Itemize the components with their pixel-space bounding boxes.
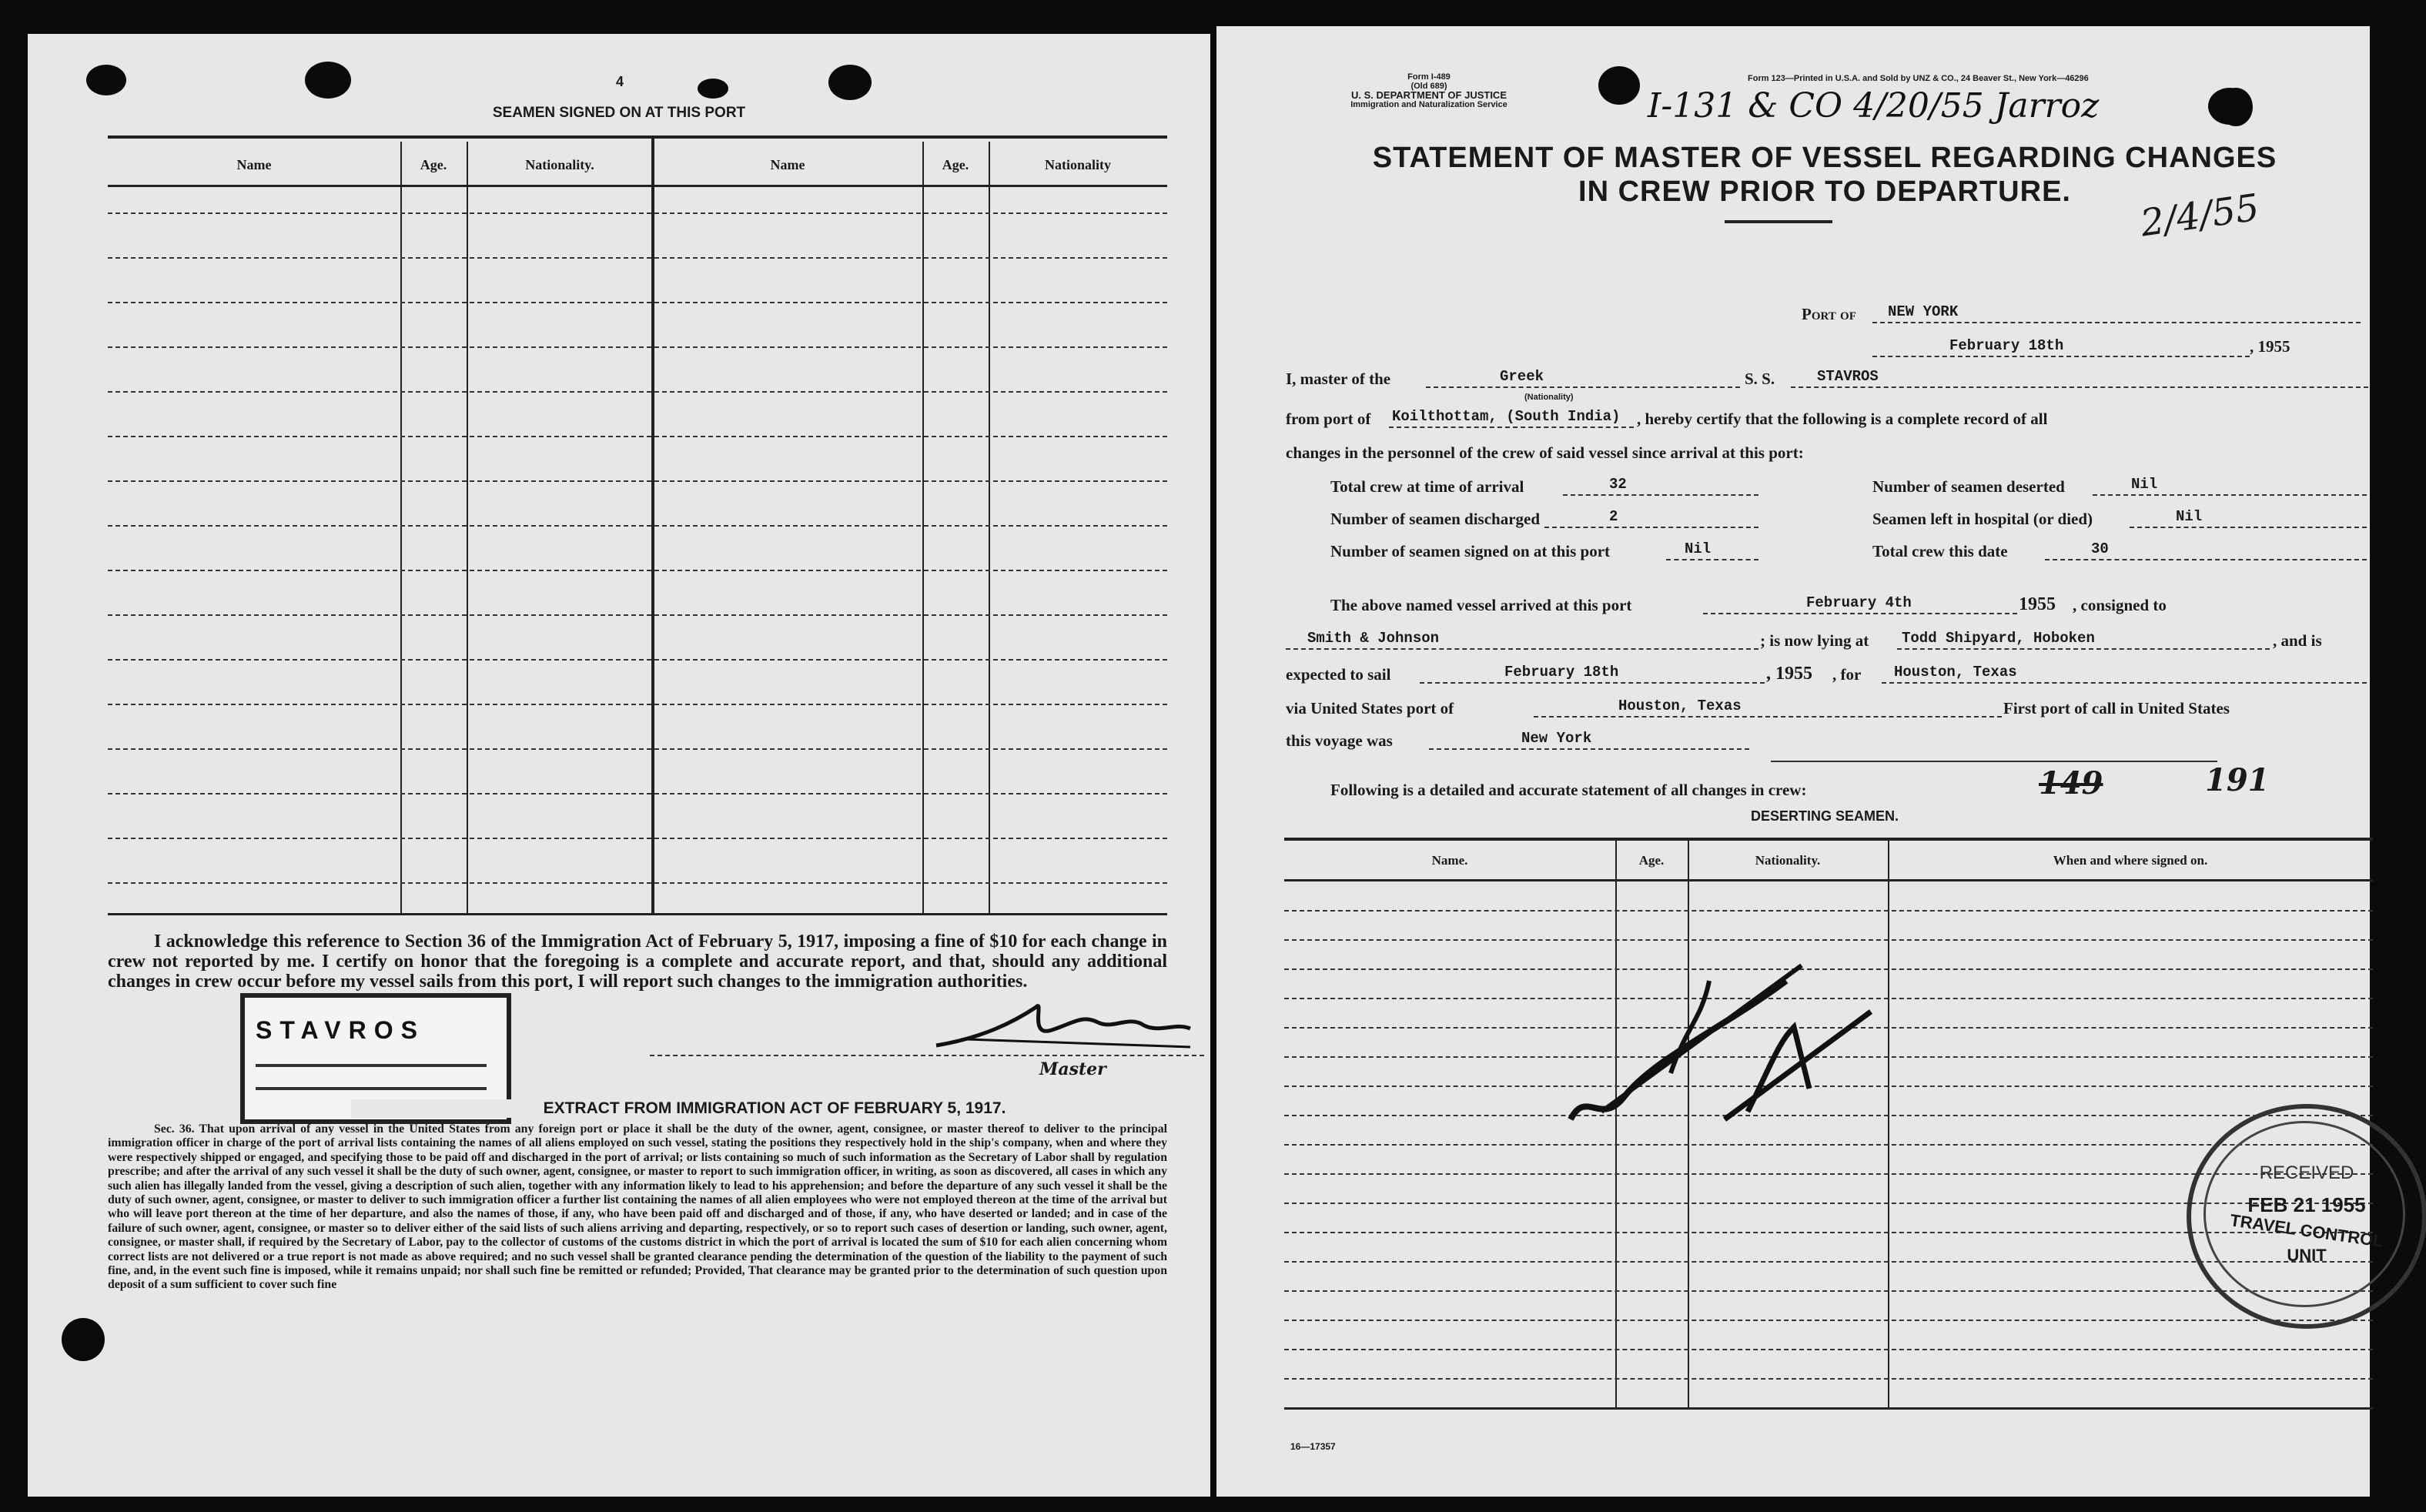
punch-hole bbox=[2208, 88, 2251, 125]
table-row bbox=[108, 436, 1167, 437]
from-port-value: Koilthottam, (South India) bbox=[1392, 408, 1621, 425]
arrived-value: February 4th bbox=[1806, 594, 1912, 611]
following-text: Following is a detailed and accurate statement of all changes in crew: bbox=[1330, 781, 1807, 799]
lying-label: ; is now lying at bbox=[1760, 631, 1869, 650]
stamp-date: FEB 21 1955 bbox=[2247, 1193, 2366, 1216]
right-page bbox=[1216, 26, 2385, 1497]
port-label: Port of bbox=[1802, 305, 1856, 323]
handwritten-number: 191 bbox=[2205, 762, 2270, 798]
table-row bbox=[108, 212, 1167, 214]
table-row bbox=[108, 346, 1167, 348]
department-name: U. S. DEPARTMENT OF JUSTICE bbox=[1351, 89, 1507, 101]
column-header-name-2: Name bbox=[770, 157, 805, 172]
deserted-value: Nil bbox=[2131, 476, 2158, 493]
expected-label: expected to sail bbox=[1286, 665, 1391, 684]
deserting-column-signed-on: When and where signed on. bbox=[2053, 853, 2208, 868]
master-signature bbox=[921, 992, 1213, 1069]
punch-hole bbox=[305, 62, 351, 99]
punch-hole bbox=[698, 79, 728, 99]
for-label: , for bbox=[1832, 665, 1862, 684]
table-row bbox=[1284, 1349, 2373, 1350]
total-crew-date-label: Total crew this date bbox=[1872, 542, 2008, 560]
struck-number: 149 bbox=[2039, 765, 2103, 801]
for-value: Houston, Texas bbox=[1894, 664, 2017, 681]
column-header-nationality-2: Nationality bbox=[1044, 157, 1111, 172]
table-row bbox=[108, 570, 1167, 571]
hospital-label: Seamen left in hospital (or died) bbox=[1872, 510, 2093, 528]
expected-value: February 18th bbox=[1504, 664, 1619, 681]
consigned-label: , consigned to bbox=[2073, 596, 2167, 614]
table-row bbox=[108, 793, 1167, 794]
master-label: Master bbox=[1039, 1059, 1106, 1079]
table-row bbox=[108, 525, 1167, 527]
left-page bbox=[28, 34, 1210, 1497]
stamp-received: RECEIVED bbox=[2259, 1162, 2354, 1183]
handwritten-annotation: I-131 & CO 4/20/55 Jarroz bbox=[1648, 86, 2100, 125]
table-row bbox=[1284, 1320, 2373, 1321]
nationality-caption: (Nationality) bbox=[1524, 393, 1574, 402]
column-header-nationality: Nationality. bbox=[525, 157, 594, 172]
discharged-label: Number of seamen discharged bbox=[1330, 510, 1541, 528]
punch-hole bbox=[62, 1318, 105, 1361]
form-header bbox=[1290, 72, 1568, 109]
voyage-label: this voyage was bbox=[1286, 731, 1393, 750]
vessel-name: STAVROS bbox=[1817, 368, 1879, 385]
service-name: Immigration and Naturalization Service bbox=[1350, 100, 1507, 109]
table-row bbox=[108, 480, 1167, 482]
signed-on-value: Nil bbox=[1685, 540, 1712, 557]
voyage-value: New York bbox=[1521, 730, 1592, 747]
page-title: SEAMEN SIGNED ON AT THIS PORT bbox=[492, 105, 746, 121]
table-row bbox=[108, 302, 1167, 303]
statute-text: Sec. 36. That upon arrival of any vessel in the United States from any foreign port or place it shall be the duty of the owner, agent, consignee, or master thereof to deliver to the principal immigration officer in charge of the port of arrival lists containing the names of all aliens employed on such vessel, stating the positions they respectively hold in the ship's company, when and where they were respectively shipped or engaged, and specifying those to be paid off and discharged in the port of arrival; or lists containing so much of such information as the Secretary of Labor shall by regulation prescribe; and after the arrival of any such vessel it shall be the duty of such owner, agent, consignee, or master to report to such immigration officer, in writing, as soon as discovered, all cases in which any such alien has illegally landed from the vessel, giving a description of such alien, together with any information likely to lead to his apprehension; and before the departure of any such vessel it shall be the duty of such owner, agent, consignee, or master to deliver to such immigration officer a further list containing the names of all alien employees who were not employed thereon at the time of the arrival but who will leave port thereon at the time of her departure, and also the names of those, if any, who have been paid off and discharged and of those, if any, who have deserted or landed; and in case of the failure of such owner, agent, consignee, or master so to deliver either of the said lists of such aliens arriving and departing, respectively, or so to report such cases of desertion or landing, such owner, agent, consignee, or master shall, if required by the Secretary of Labor, pay to the collector of customs of the customs district in which the port of arrival is located the sum of $10 for each alien concerning whom correct lists are not delivered or a true report is not made as above required; and no such vessel shall be granted clearance pending the determination of the question of the liability to the payment of such fine, and, in the event such fine is imposed, while it remains unpaid; nor shall such fine be remitted or refunded; Provided, That clearance may be granted prior to the determination of such question upon deposit of a sum sufficient to cover such fine bbox=[108, 1122, 1167, 1292]
deserting-column-nationality: Nationality. bbox=[1755, 853, 1821, 868]
table-row bbox=[108, 659, 1167, 661]
stamp-vessel-name: STAVROS bbox=[256, 1016, 425, 1044]
table-row bbox=[108, 614, 1167, 616]
deserting-column-name: Name. bbox=[1431, 853, 1468, 868]
date-value: February 18th bbox=[1949, 337, 2064, 354]
acknowledgment-text: I acknowledge this reference to Section 36 of the Immigration Act of February 5, 1917, imposing a fine of $10 for each change in crew not reported by me. I certify on honor that the foregoing is a complete and accurate report, and that, should any additional changes in crew occur before my vessel sails from this port, I will report such changes to the immigration authorities. bbox=[108, 932, 1167, 992]
certify-text: , hereby certify that the following is a complete record of all bbox=[1637, 410, 2048, 428]
table-row bbox=[108, 257, 1167, 259]
and-is-label: , and is bbox=[2273, 631, 2322, 650]
table-row bbox=[108, 882, 1167, 884]
date-year: , 1955 bbox=[2250, 337, 2290, 356]
expected-year: , 1955 bbox=[1766, 664, 1812, 684]
table-row bbox=[108, 748, 1167, 750]
printer-note: Form 123—Printed in U.S.A. and Sold by UNZ & CO., 24 Beaver St., New York—46296 bbox=[1748, 74, 2089, 83]
nationality-value: Greek bbox=[1500, 368, 1544, 385]
from-port-label: from port of bbox=[1286, 410, 1371, 428]
hospital-value: Nil bbox=[2176, 508, 2203, 525]
deserting-column-age: Age. bbox=[1638, 853, 1665, 868]
consignee-value: Smith & Johnson bbox=[1307, 630, 1440, 647]
form-number: Form I-489 bbox=[1407, 72, 1451, 82]
table-row bbox=[108, 704, 1167, 705]
form-title-line2: IN CREW PRIOR TO DEPARTURE. bbox=[1578, 176, 2071, 208]
handwritten-date: 2/4/55 bbox=[2137, 186, 2262, 246]
punch-hole bbox=[828, 65, 872, 100]
table-row bbox=[1284, 1290, 2373, 1292]
total-crew-arrival-value: 32 bbox=[1609, 476, 1627, 493]
arrived-label: The above named vessel arrived at this port bbox=[1330, 596, 1632, 614]
table-row bbox=[1284, 1378, 2373, 1380]
table-row bbox=[108, 391, 1167, 393]
extract-heading: EXTRACT FROM IMMIGRATION ACT OF FEBRUARY 5, 1917. bbox=[351, 1099, 1198, 1118]
master-of-label: I, master of the bbox=[1286, 370, 1391, 388]
first-port-label: First port of call in United States bbox=[2003, 699, 2230, 718]
ss-label: S. S. bbox=[1745, 370, 1775, 388]
received-stamp bbox=[2187, 1104, 2426, 1329]
table-row bbox=[108, 838, 1167, 839]
punch-hole bbox=[1598, 66, 1640, 105]
form-title-line1: STATEMENT OF MASTER OF VESSEL REGARDING CHANGES bbox=[1372, 142, 2277, 174]
signed-on-label: Number of seamen signed on at this port bbox=[1330, 542, 1611, 560]
total-crew-date-value: 30 bbox=[2091, 540, 2109, 557]
table-row bbox=[1284, 910, 2373, 912]
lying-value: Todd Shipyard, Hoboken bbox=[1902, 630, 2095, 647]
column-header-age-2: Age. bbox=[942, 157, 969, 172]
stamp-unit: UNIT bbox=[2287, 1246, 2327, 1265]
discharged-value: 2 bbox=[1609, 508, 1618, 525]
deserted-label: Number of seamen deserted bbox=[1872, 477, 2065, 496]
nil-scribble-marks bbox=[1555, 935, 1894, 1166]
via-value: Houston, Texas bbox=[1618, 697, 1742, 714]
page-number: 4 bbox=[616, 74, 624, 89]
deserting-heading: DESERTING SEAMEN. bbox=[1750, 808, 1899, 824]
changes-text: changes in the personnel of the crew of said vessel since arrival at this port: bbox=[1286, 443, 1804, 462]
column-header-name: Name bbox=[236, 157, 272, 172]
stamp-travel-control: TRAVEL CONTROL bbox=[2228, 1210, 2385, 1251]
arrived-year: 1955 bbox=[2019, 594, 2056, 614]
port-value: NEW YORK bbox=[1888, 303, 1959, 320]
column-header-age: Age. bbox=[420, 157, 447, 172]
punch-hole bbox=[86, 65, 126, 95]
form-old-number: (Old 689) bbox=[1410, 82, 1447, 91]
total-crew-arrival-label: Total crew at time of arrival bbox=[1330, 477, 1524, 496]
via-label: via United States port of bbox=[1286, 699, 1454, 718]
footer-code: 16—17357 bbox=[1290, 1441, 1336, 1452]
